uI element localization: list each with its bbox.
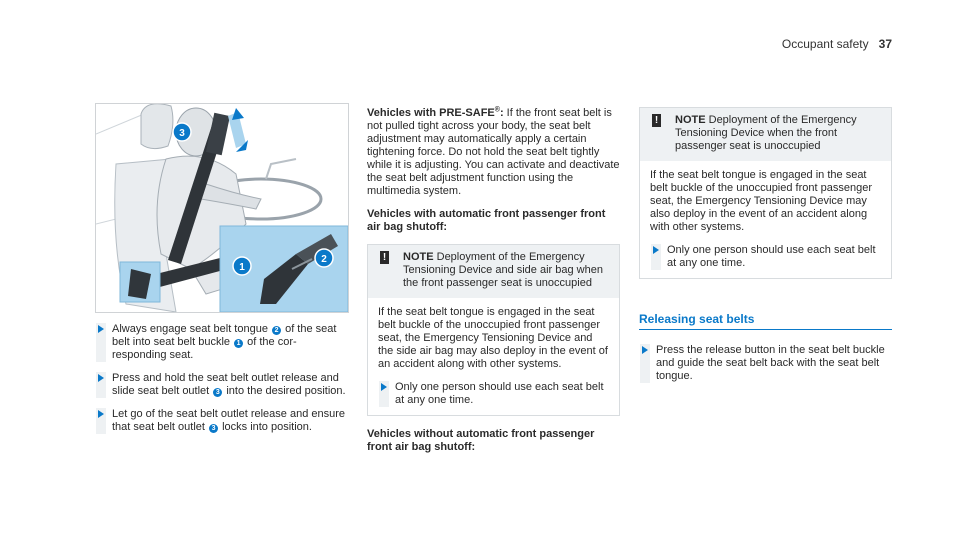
- step-release-belt: Press the release button in the seat belt buckle and guide the seat belt back with the seat belt tongue.: [639, 344, 892, 383]
- step-slide-outlet: Press and hold the seat belt outlet release and slide seat belt outlet 3 into the desired position.: [95, 372, 347, 398]
- step-arrow-icon: [98, 374, 104, 382]
- callout-ref-3: 3: [209, 424, 218, 433]
- step-one-person: Only one person should use each seat belt at any one time.: [650, 244, 881, 270]
- step-arrow-icon: [642, 346, 648, 354]
- note-header: ! NOTE Deployment of the Emergency Tensioning Device and side air bag when the front passenger seat is unoccupied: [368, 245, 619, 298]
- callout-ref-2: 2: [272, 326, 281, 335]
- note-body: If the seat belt tongue is engaged in the seat belt buckle of the unoccupied front passenger seat, the Emergency Tensioning Device and the side air bag may also deploy in the event of an accident along with other systems. Only one person should use each seat belt at any one time.: [378, 306, 608, 406]
- warning-icon: !: [652, 114, 661, 127]
- note-box-tensioning: [639, 107, 892, 279]
- callout-ref-1: 1: [234, 339, 243, 348]
- callout-2: 2: [321, 254, 327, 265]
- left-column: [95, 323, 347, 444]
- seat-belt-illustration: [95, 103, 349, 313]
- warning-icon: !: [380, 251, 389, 264]
- page-header: [782, 37, 892, 51]
- step-arrow-icon: [98, 410, 104, 418]
- no-auto-shutoff-heading: Vehicles without automatic front passenger front air bag shutoff:: [367, 428, 595, 453]
- auto-shutoff-heading: Vehicles with automatic front passenger front air bag shutoff:: [367, 208, 606, 233]
- callout-ref-3: 3: [213, 388, 222, 397]
- callout-1: 1: [239, 262, 245, 273]
- middle-column: [367, 107, 620, 464]
- page-number: 37: [878, 37, 892, 51]
- step-arrow-icon: [653, 246, 659, 254]
- note-body: If the seat belt tongue is engaged in the seat belt buckle of the unoccupied front passenger seat, the Emergency Tensioning Device may also deploy in the event of an accident along with other systems. Only one person should use each seat belt at any one time.: [640, 161, 891, 278]
- note-box-airbag: [367, 244, 620, 416]
- step-lock-outlet: Let go of the seat belt outlet release and ensure that seat belt outlet 3 locks into position.: [95, 408, 347, 434]
- presafe-paragraph: Vehicles with PRE-SAFE®: If the front seat belt is not pulled tight across your body, the seat belt adjustment may automatically apply a certain tightening force. Do not hold the seat belt tightly while it is adjusting. You can activate and deactivate the seat belt adjustment function using the multimedia system.: [367, 106, 620, 197]
- section-name: Occupant safety: [781, 37, 869, 51]
- releasing-seat-belts-title: Releasing seat belts: [639, 313, 892, 330]
- step-arrow-icon: [98, 325, 104, 333]
- note-header: ! NOTE Deployment of the Emergency Tensioning Device when the front passenger seat is unoccupied: [640, 108, 891, 161]
- step-engage-tongue: Always engage seat belt tongue 2 of the seat belt into seat belt buckle 1 of the corresponding seat.: [95, 323, 347, 362]
- right-column: [639, 107, 892, 393]
- seat-belt-drawing: [96, 104, 348, 312]
- step-arrow-icon: [381, 383, 387, 391]
- step-one-person: Only one person should use each seat belt at any one time.: [378, 381, 609, 407]
- callout-3: 3: [179, 128, 185, 139]
